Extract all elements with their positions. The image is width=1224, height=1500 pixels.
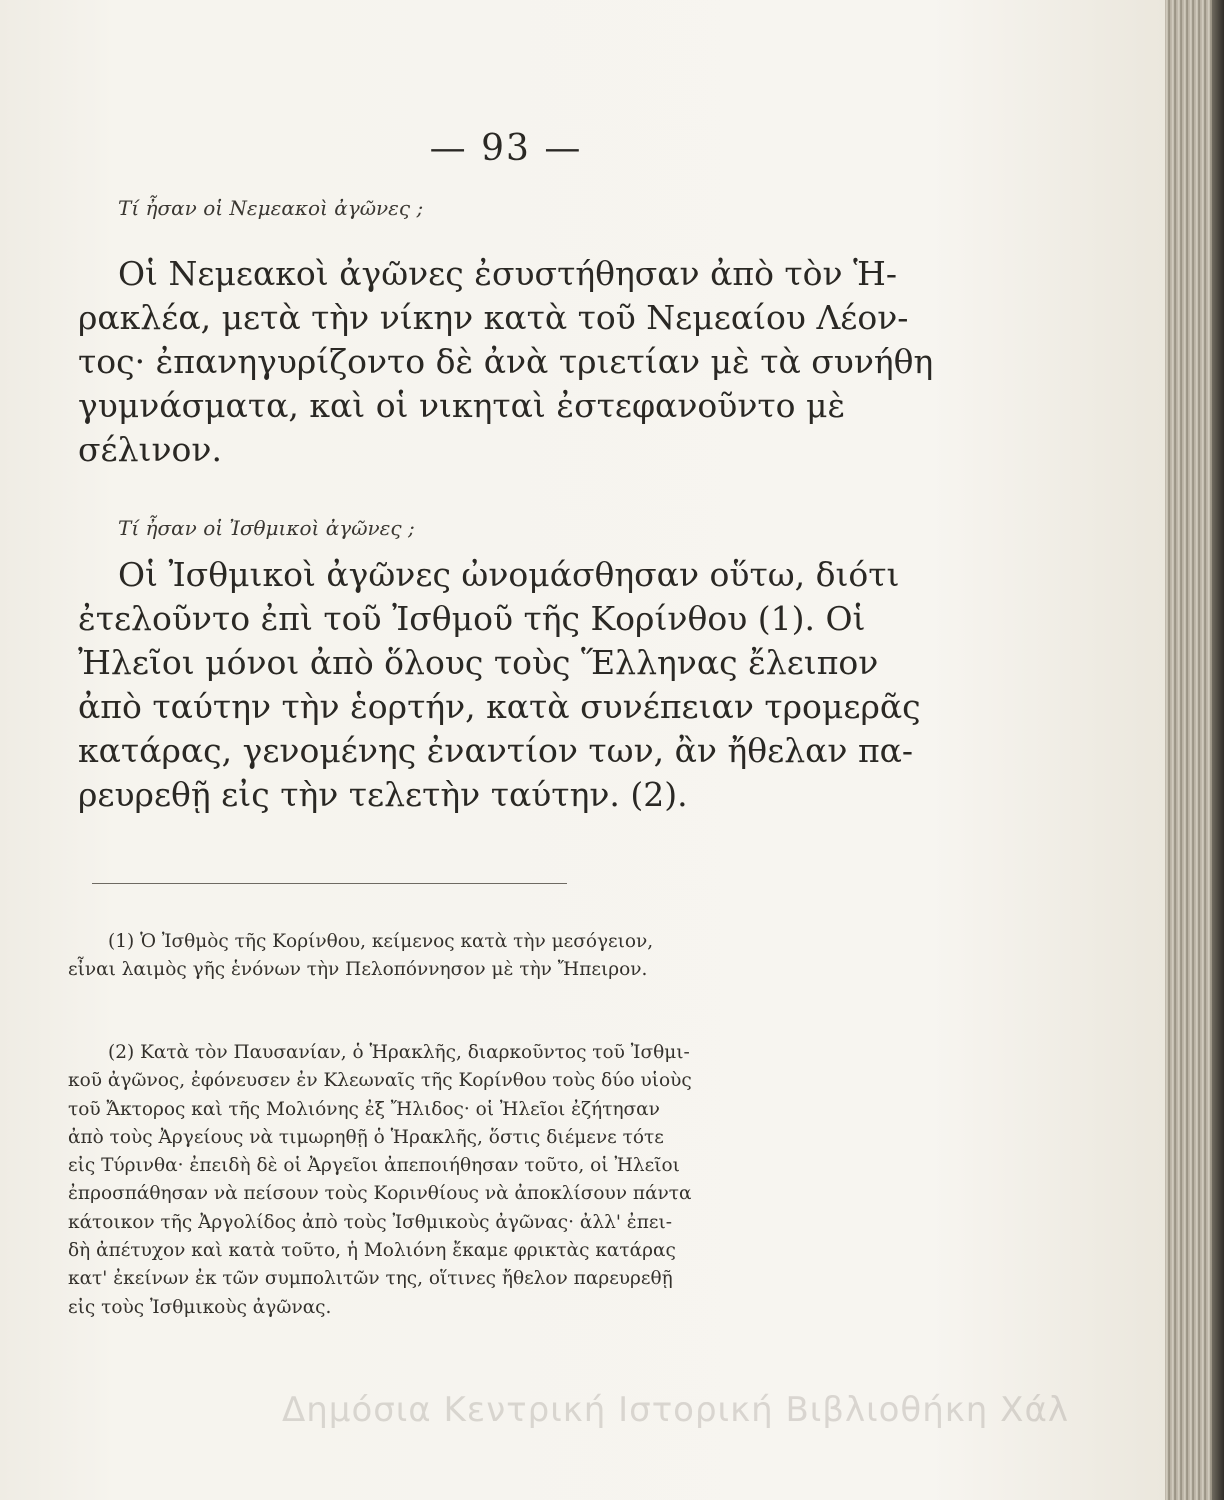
book-cover-edge (1212, 0, 1224, 1500)
footnote-line: ἀπὸ τοὺς Ἀργείους νὰ τιμωρηθῇ ὁ Ἡρακλῆς, ὅστις διέμενε τότε (68, 1126, 664, 1148)
text-line: ρακλέα, μετὰ τὴν νίκην κατὰ τοῦ Νεμεαίου Λέον- (78, 298, 909, 337)
text-line: γυμνάσματα, καὶ οἱ νικηταὶ ἐστεφανοῦντο μὲ (78, 386, 846, 425)
footnote-2 (68, 1039, 956, 1322)
text-line: Ἠλεῖοι μόνοι ἀπὸ ὅλους τοὺς Ἕλληνας ἔλειπον (78, 643, 879, 682)
answer-nemean-games (78, 252, 966, 472)
footnote-line: δὴ ἀπέτυχον καὶ κατὰ τοῦτο, ἡ Μολιόνη ἔκαμε φρικτὰς κατάρας (68, 1240, 676, 1262)
page-number: — 93 — (429, 128, 583, 169)
text-line: ἀπὸ ταύτην τὴν ἑορτήν, κατὰ συνέπειαν τρομερᾶς (78, 687, 921, 726)
footnote-1 (68, 928, 956, 985)
footnote-line: εἰς τοὺς Ἰσθμικοὺς ἀγῶνας. (68, 1296, 332, 1318)
footnote-separator (92, 883, 567, 884)
footnote-line: εἰς Τύρινθα· ἐπειδὴ δὲ οἱ Ἀργεῖοι ἀπεποιήθησαν τοῦτο, οἱ Ἠλεῖοι (68, 1155, 680, 1177)
footnote-line: κάτοικον τῆς Ἀργολίδος ἀπὸ τοὺς Ἰσθμικοὺς ἀγῶνας· ἀλλ' ἐπει- (68, 1211, 672, 1233)
footnote-line: κατ' ἐκείνων ἐκ τῶν συμπολιτῶν της, οἵτινες ἤθελον παρευρεθῇ (68, 1268, 673, 1290)
text-line: ἐτελοῦντο ἐπὶ τοῦ Ἰσθμοῦ τῆς Κορίνθου (1). Οἱ (78, 599, 866, 638)
text-line: Οἱ Ἰσθμικοὶ ἀγῶνες ὠνομάσθησαν οὕτω, διότι (118, 555, 900, 594)
footnote-line: (2) Κατὰ τὸν Παυσανίαν, ὁ Ἡρακλῆς, διαρκοῦντος τοῦ Ἰσθμι- (108, 1042, 690, 1063)
text-line: σέλινον. (78, 430, 222, 469)
footnote-line: τοῦ Ἄκτορος καὶ τῆς Μολιόνης ἐξ Ἤλιδος· οἱ Ἠλεῖοι ἐζήτησαν (68, 1098, 660, 1120)
library-watermark: Δημόσια Κεντρική Ιστορική Βιβλιοθήκη Χάλ (282, 1390, 1069, 1430)
footnote-line: ἐπροσπάθησαν νὰ πείσουν τοὺς Κορινθίους νὰ ἀποκλίσουν πάντα (68, 1183, 692, 1205)
footnote-line: (1) Ὁ Ἰσθμὸς τῆς Κορίνθου, κείμενος κατὰ τὴν μεσόγειον, (108, 931, 654, 952)
answer-isthmian-games (78, 553, 966, 817)
question-nemean-games: Τί ἦσαν οἱ Νεμεακοὶ ἀγῶνες ; (118, 196, 424, 220)
text-line: κατάρας, γενομένης ἐναντίον των, ἂν ἤθελαν πα- (78, 731, 914, 770)
footnote-line: κοῦ ἀγῶνος, ἐφόνευσεν ἐν Κλεωναῖς τῆς Κορίνθου τοὺς δύο υἱοὺς (68, 1070, 692, 1092)
text-line: Οἱ Νεμεακοὶ ἀγῶνες ἐσυστήθησαν ἀπὸ τὸν Ἡ- (118, 254, 897, 293)
text-line: τος· ἐπανηγυρίζοντο δὲ ἀνὰ τριετίαν μὲ τὰ συνήθη (78, 342, 934, 381)
text-line: ρευρεθῇ εἰς τὴν τελετὴν ταύτην. (2). (78, 775, 688, 814)
question-isthmian-games: Τί ἦσαν οἱ Ἰσθμικοὶ ἀγῶνες ; (118, 516, 415, 540)
footnote-line: εἶναι λαιμὸς γῆς ἑνόνων τὴν Πελοπόννησον μὲ τὴν Ἤπειρον. (68, 959, 648, 981)
